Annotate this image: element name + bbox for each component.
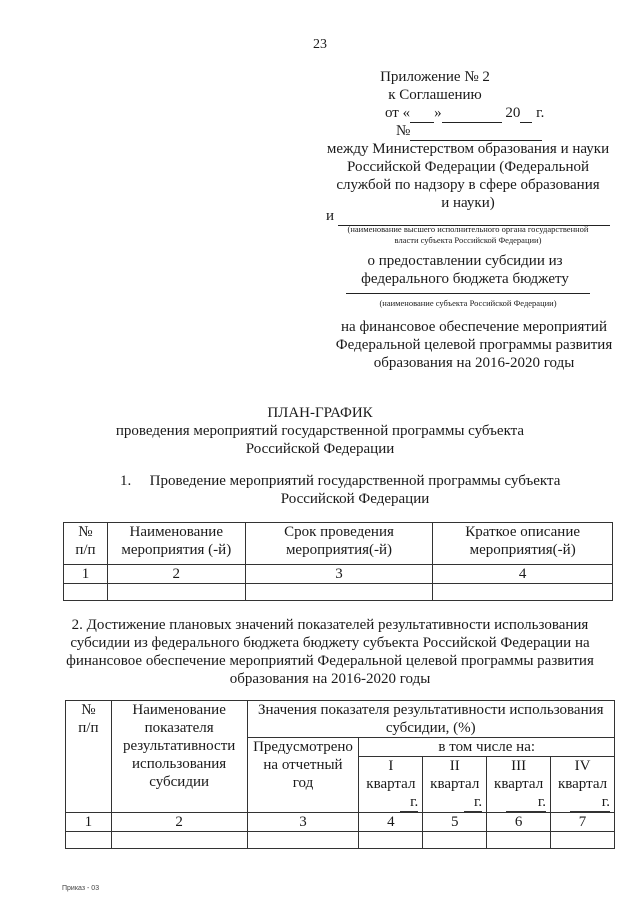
plan-subtitle-line: проведения мероприятий государственной программы субъекта bbox=[115, 423, 525, 439]
section2-title-line: субсидии из федерального бюджета бюджету субъекта Российской Федерации на bbox=[70, 635, 590, 651]
indicators-table bbox=[65, 700, 615, 849]
table-cell bbox=[433, 584, 613, 601]
header-event-name: Наименование мероприятия (-й) bbox=[107, 523, 245, 565]
section1-number: 1. bbox=[120, 473, 132, 489]
header-event-description: Краткое описание мероприятия(-й) bbox=[433, 523, 613, 565]
table-cell bbox=[111, 832, 247, 849]
and-label: и bbox=[326, 208, 335, 224]
purpose-line: Федеральной целевой программы развития bbox=[335, 337, 613, 353]
plan-subtitle bbox=[80, 422, 560, 458]
subject-caption: (наименование субъекта Российской Федерации) bbox=[379, 298, 557, 308]
header-number: № п/п bbox=[64, 523, 108, 565]
purpose-line: образования на 2016-2020 годы bbox=[373, 355, 575, 371]
table-cell: 6 bbox=[487, 813, 551, 832]
table-cell: 2 bbox=[111, 813, 247, 832]
between-line: службой по надзору в сфере образования bbox=[336, 177, 600, 193]
header-including: в том числе на: bbox=[359, 738, 615, 757]
organ-caption-line: (наименование высшего исполнительного органа государственной bbox=[347, 224, 589, 234]
organ-caption bbox=[322, 224, 614, 246]
table-cell: 7 bbox=[551, 813, 615, 832]
appendix-title: Приложение № 2 bbox=[380, 69, 490, 85]
header-planned: Предусмотрено на отчетный год bbox=[247, 738, 359, 813]
header-event-term: Срок проведения мероприятия(-й) bbox=[245, 523, 433, 565]
subject-blank bbox=[346, 293, 590, 294]
table-row bbox=[64, 584, 613, 601]
section1-title-line: Проведение мероприятий государственной программы субъекта bbox=[149, 473, 561, 489]
table-row bbox=[66, 813, 615, 832]
agreement-number-line bbox=[396, 122, 556, 141]
table-cell bbox=[107, 584, 245, 601]
date-year-blank bbox=[520, 104, 532, 123]
subsidy-line: о предоставлении субсидии из bbox=[367, 253, 563, 269]
table-cell: 1 bbox=[66, 813, 112, 832]
date-prefix: от « bbox=[385, 105, 411, 121]
header-number: № п/п bbox=[66, 701, 112, 813]
events-table bbox=[63, 522, 613, 601]
table-cell bbox=[423, 832, 487, 849]
plan-subtitle-line: Российской Федерации bbox=[245, 441, 395, 457]
table-cell: 2 bbox=[107, 565, 245, 584]
number-label: № bbox=[396, 123, 411, 139]
page-number: 23 bbox=[313, 37, 327, 52]
date-mid: » bbox=[434, 105, 442, 121]
table-cell: 4 bbox=[433, 565, 613, 584]
between-line: Российской Федерации (Федеральной bbox=[346, 159, 590, 175]
header-quarter-3: III квартал г. bbox=[487, 757, 551, 813]
events-header-row bbox=[64, 523, 613, 565]
purpose-text bbox=[318, 318, 630, 372]
table-cell: 4 bbox=[359, 813, 423, 832]
order-mark: Приказ - 03 bbox=[62, 885, 100, 892]
section2-title-line: финансовое обеспечение мероприятий Федеральной целевой программы развития bbox=[66, 653, 594, 669]
appendix-to-agreement: к Соглашению bbox=[388, 87, 482, 103]
header-indicator-values: Значения показателя результативности использования субсидии, (%) bbox=[247, 701, 614, 738]
section1-title-line: Российской Федерации bbox=[280, 491, 430, 507]
table-row bbox=[64, 565, 613, 584]
table-cell bbox=[66, 832, 112, 849]
table-row bbox=[66, 832, 615, 849]
date-month-blank bbox=[442, 104, 502, 123]
header-quarter-2: II квартал г. bbox=[423, 757, 487, 813]
table-cell bbox=[551, 832, 615, 849]
between-line: и науки) bbox=[441, 195, 495, 211]
table-cell bbox=[64, 584, 108, 601]
header-quarter-1: I квартал г. bbox=[359, 757, 423, 813]
section2-title-line: 2. Достижение плановых значений показателей результативности использования bbox=[71, 617, 589, 633]
date-year-suffix: г. bbox=[536, 105, 545, 121]
date-day-blank bbox=[410, 104, 434, 123]
table-cell bbox=[245, 584, 433, 601]
header-quarter-4: IV квартал г. bbox=[551, 757, 615, 813]
organ-caption-line: власти субъекта Российской Федерации) bbox=[394, 235, 542, 245]
table-cell bbox=[359, 832, 423, 849]
indicators-header-row bbox=[66, 701, 615, 738]
between-parties bbox=[318, 140, 618, 212]
table-cell: 3 bbox=[245, 565, 433, 584]
between-line: между Министерством образования и науки bbox=[326, 141, 610, 157]
header-indicator-name: Наименование показателя результативности использования субсидии bbox=[111, 701, 247, 813]
section2-title-line: образования на 2016-2020 годы bbox=[229, 671, 431, 687]
section2-title bbox=[40, 616, 620, 688]
agreement-date-line bbox=[385, 104, 585, 123]
table-cell bbox=[487, 832, 551, 849]
date-year-prefix: 20 bbox=[505, 105, 521, 121]
table-cell: 1 bbox=[64, 565, 108, 584]
table-cell bbox=[247, 832, 359, 849]
table-cell: 3 bbox=[247, 813, 359, 832]
table-cell: 5 bbox=[423, 813, 487, 832]
subsidy-line: федерального бюджета бюджету bbox=[361, 271, 569, 287]
section1-title bbox=[140, 472, 570, 508]
purpose-line: на финансовое обеспечение мероприятий bbox=[341, 319, 607, 335]
number-blank bbox=[410, 122, 542, 141]
plan-title: ПЛАН-ГРАФИК bbox=[267, 405, 373, 421]
subsidy-text bbox=[330, 252, 600, 288]
